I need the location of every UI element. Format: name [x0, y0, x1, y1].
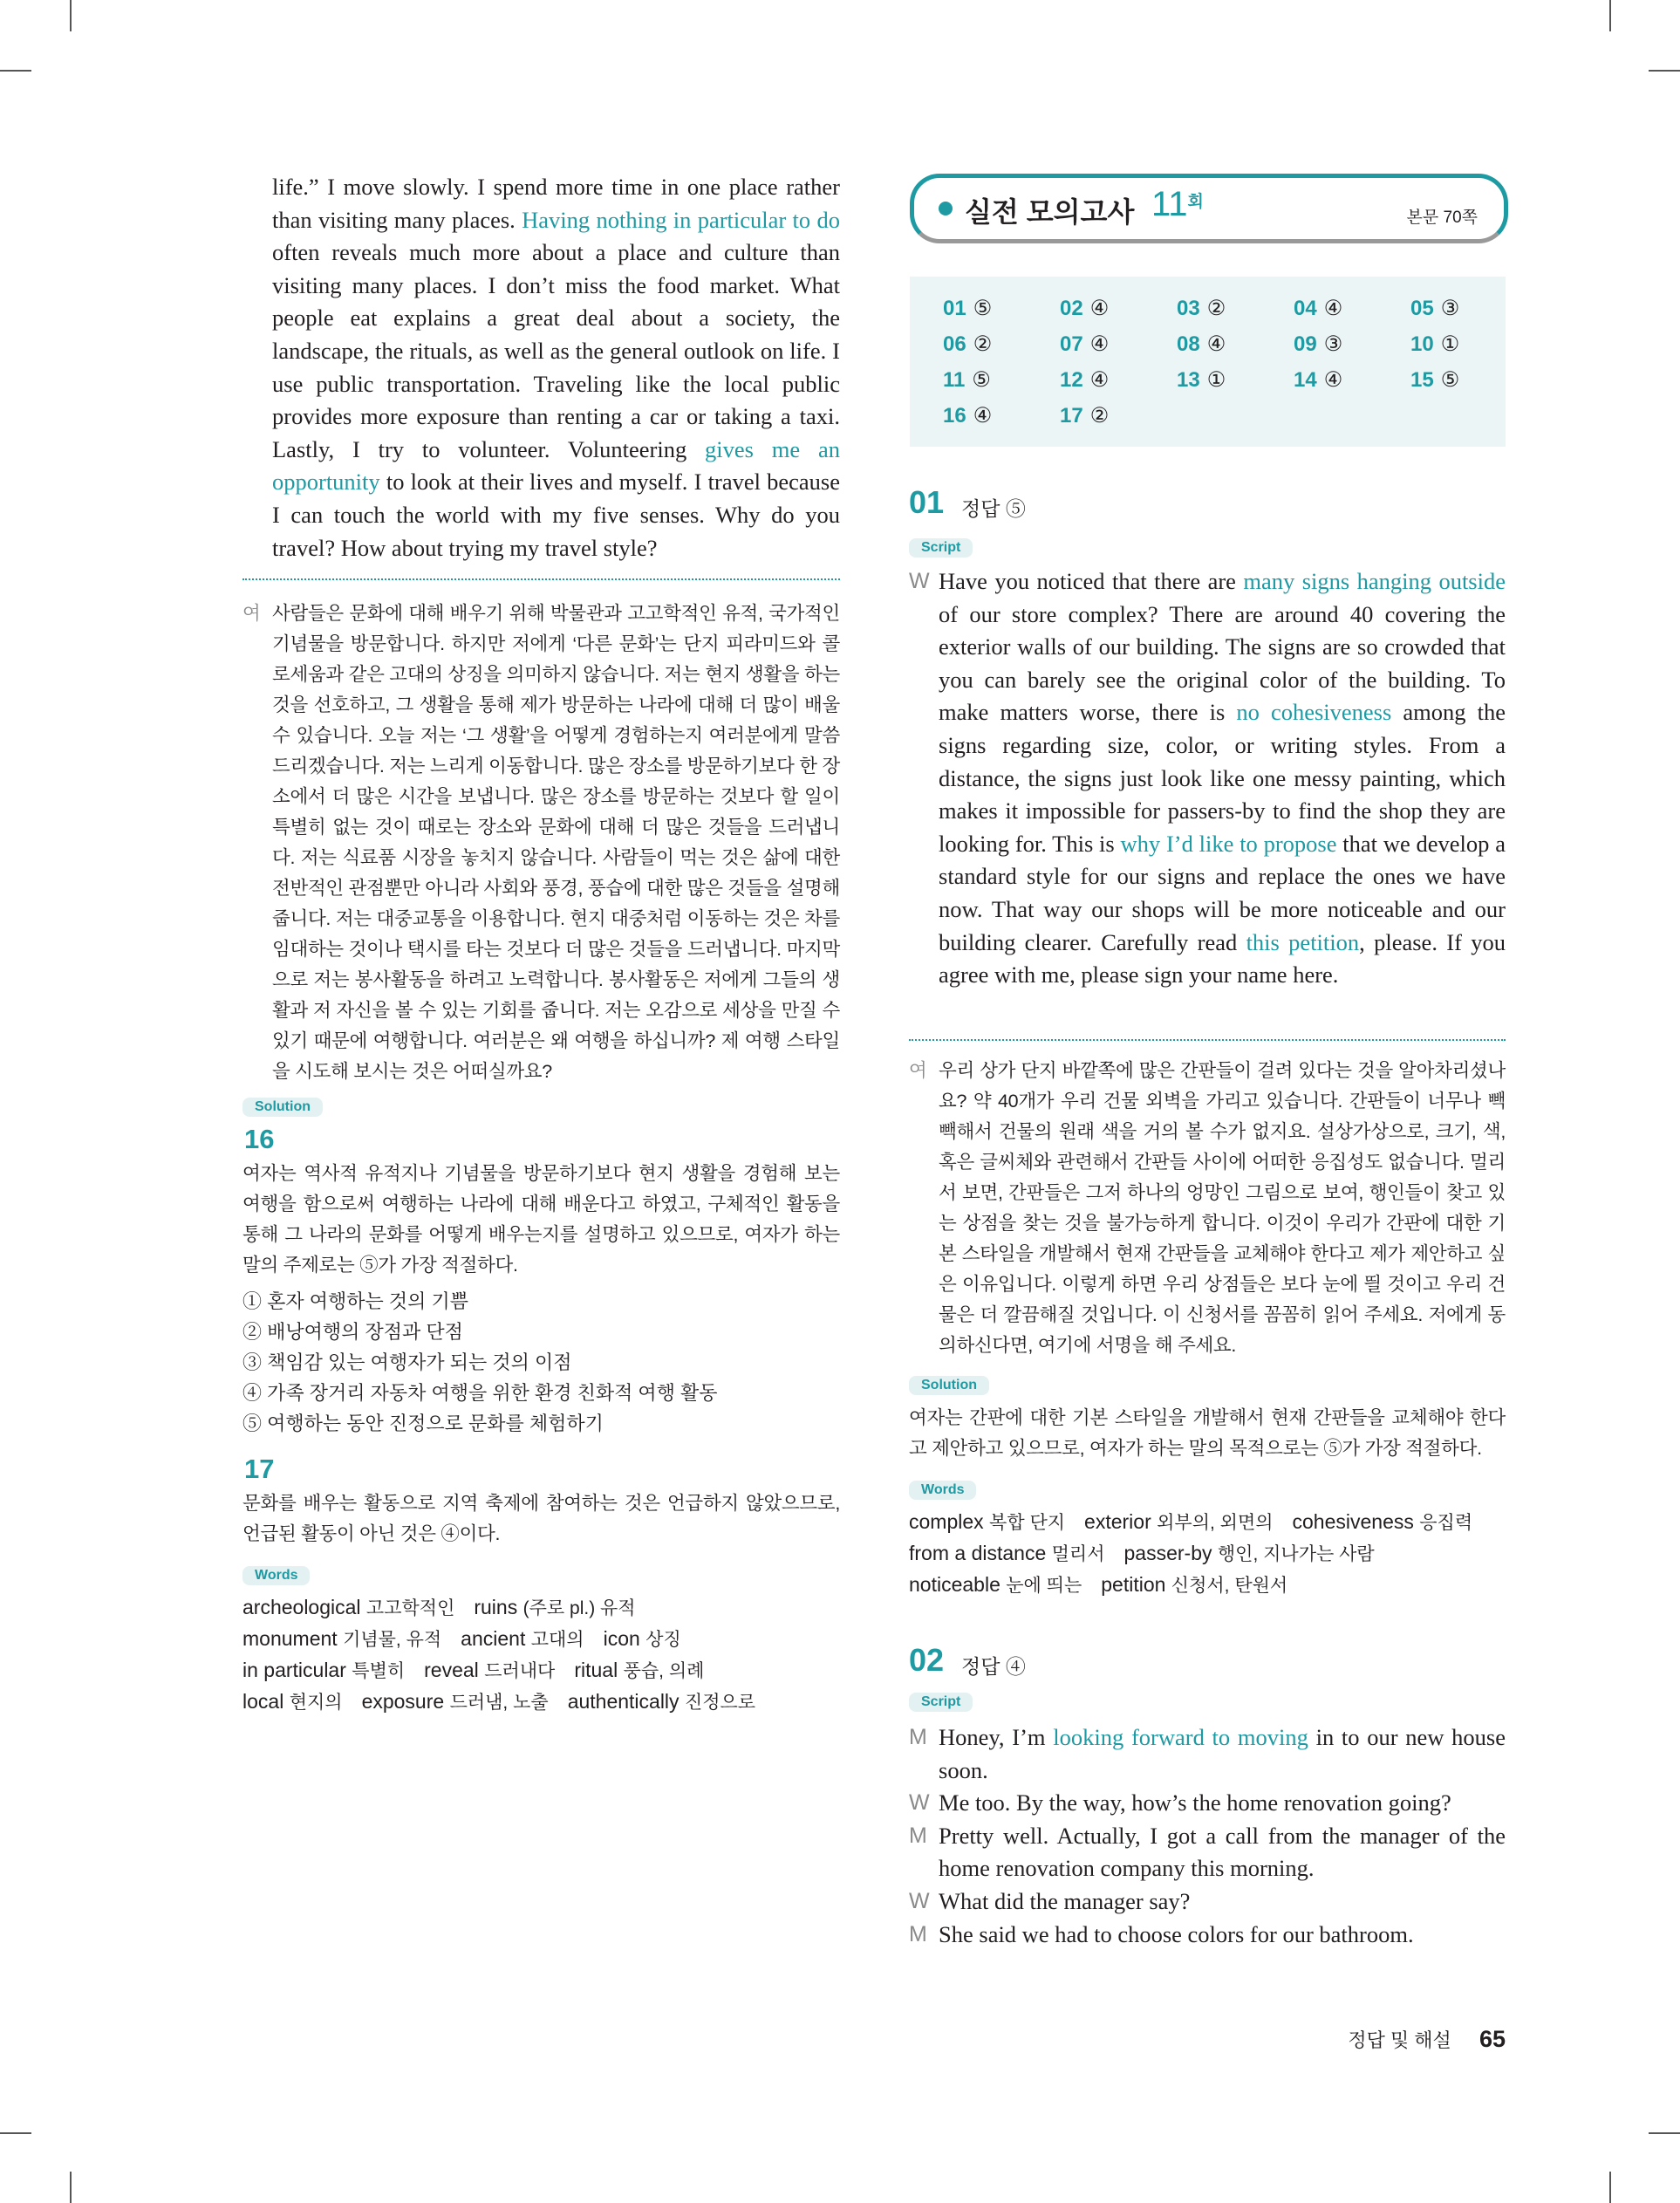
- crop-mark: [70, 2172, 72, 2203]
- answer-01: 정답 ⑤: [961, 497, 1026, 520]
- option: ④ 가족 장거리 자동차 여행을 위한 환경 친화적 여행 활동: [242, 1382, 718, 1404]
- answer-cell: [1294, 296, 1342, 321]
- answer-cell: [1410, 367, 1459, 393]
- speaker-label: W: [909, 569, 930, 593]
- round-suffix: 회: [1187, 193, 1204, 211]
- option: ⑤ 여행하는 동안 진정으로 문화를 체험하기: [242, 1413, 604, 1434]
- word-entry: [1293, 1510, 1473, 1533]
- answer-cell: [1060, 403, 1109, 428]
- crop-mark: [1649, 70, 1680, 72]
- word-korean: 특별히: [352, 1661, 406, 1681]
- word-entry: [242, 1596, 454, 1618]
- word-korean: 외부의, 외면의: [1157, 1513, 1274, 1533]
- answer-choice: ④: [1323, 368, 1343, 392]
- text-segment: life.” I move slowly. I spend more time in one place rather than visiting many places.: [272, 174, 840, 233]
- crop-mark: [1609, 0, 1611, 31]
- word-korean: 고대의: [530, 1630, 584, 1650]
- words-row: [909, 1507, 1520, 1538]
- answer-cell: [1294, 367, 1342, 393]
- word-entry: [1084, 1510, 1273, 1533]
- divider: [909, 1039, 1506, 1041]
- answer-choice: ④: [1206, 332, 1226, 356]
- text-segment: to look at their lives and myself. I travel because I can touch the world with my five senses. Why do you travel? How about trying my travel style?: [272, 469, 840, 561]
- word-english: authentically: [567, 1690, 685, 1713]
- text-segment: Pretty well. Actually, I got a call from the manager of the home renovation company this morning.: [939, 1822, 1506, 1882]
- question-number: 11: [943, 368, 966, 392]
- text-segment: often reveals much more about a place and culture than visiting many places. I don’t miss the food market. What people eat explains a great deal about a society, the landscape, the rituals, as well as the general outlook on life. I use public transportation. Traveling like the local public provides more exposure than renting a car or taking a taxi. Lastly, I try to volunteer. Volunteering: [272, 239, 840, 462]
- dialogue-text: [939, 1919, 1506, 1952]
- word-entry: [362, 1690, 549, 1713]
- crop-mark: [0, 2132, 31, 2134]
- words-list: [909, 1507, 1520, 1601]
- answer-cell: [1060, 332, 1109, 357]
- header-title: 실전 모의고사: [965, 196, 1135, 228]
- text-segment: among the signs regarding size, color, or writing styles. From a distance, the signs just look like one messy painting, which makes it impossible for passers-by to find the shop they are looking for. This is: [939, 699, 1506, 857]
- crop-mark: [0, 70, 31, 72]
- answer-choice: ③: [1440, 297, 1460, 320]
- question-number-17: 17: [244, 1454, 275, 1484]
- word-entry: [242, 1690, 343, 1713]
- question-number-01: 01: [909, 484, 945, 520]
- question-number: 05: [1410, 297, 1434, 320]
- answer-cell: [1294, 332, 1342, 357]
- word-korean: 드러내다: [484, 1661, 556, 1681]
- highlighted-phrase: looking forward to moving: [1053, 1724, 1308, 1750]
- word-english: cohesiveness: [1292, 1510, 1420, 1533]
- word-english: reveal: [424, 1659, 485, 1681]
- page-number: 65: [1479, 2026, 1506, 2052]
- question-number: 04: [1294, 297, 1317, 320]
- word-english: ruins: [474, 1596, 523, 1618]
- question-number-16: 16: [244, 1124, 275, 1154]
- header-round: [1151, 185, 1204, 224]
- word-entry: [242, 1659, 405, 1681]
- option: ③ 책임감 있는 여행자가 되는 것의 이점: [242, 1351, 572, 1373]
- dialogue-text: [939, 1721, 1506, 1787]
- words-row: [909, 1538, 1520, 1570]
- answer-choice: ④: [1089, 368, 1110, 392]
- footer: [1348, 2026, 1506, 2053]
- word-english: in particular: [242, 1659, 352, 1681]
- answer-choice: ②: [973, 332, 993, 356]
- dialogue-line: [909, 1919, 1506, 1952]
- words-list: [242, 1592, 853, 1718]
- translation-text: 사람들은 문화에 대해 배우기 위해 박물관과 고고학적인 유적, 국가적인 기념물을 방문합니다. 하지만 저에게 ‘다른 문화’는 단지 피라미드와 콜로세움과 같은 고대의 상징을 의미하지 않습니다. 저는 현지 생활을 하는 것을 선호하고, 그 생활을 통해 제가 방문하는 나라에 대해 더 많이 배울 수 있습니다. 오늘 저는 ‘그 생활’을 어떻게 경험하는지 여러분에게 말씀드리겠습니다. 저는 느리게 이동합니다. 많은 장소를 방문하기보다 한 장소에서 더 많은 시간을 보냅니다. 많은 장소를 방문하는 것보다 할 일이 특별히 없는 것이 때로는 장소와 문화에 대해 더 많은 것들을 드러냅니다. 저는 식료품 시장을 놓치지 않습니다. 사람들이 먹는 것은 삶에 대한 전반적인 관점뿐만 아니라 사회와 풍경, 풍습에 대한 많은 것들을 설명해 줍니다. 저는 대중교통을 이용합니다. 현지 대중처럼 이동하는 것은 차를 임대하는 것이나 택시를 타는 것보다 더 많은 것들을 드러냅니다. 마지막으로 저는 봉사활동을 하려고 노력합니다. 봉사활동은 저에게 그들의 생활과 저 자신을 볼 수 있는 기회를 줍니다. 저는 오감으로 세상을 만질 수 있기 때문에 여행합니다. 여러분은 왜 여행을 하십니까? 제 여행 스타일을 시도해 보시는 것은 어떠실까요?: [272, 603, 840, 1082]
- word-korean: 행인, 지나가는 사람: [1217, 1544, 1375, 1564]
- divider: [242, 578, 840, 580]
- option: ① 혼자 여행하는 것의 기쁨: [242, 1290, 468, 1312]
- text-segment: in to our new house soon.: [939, 1724, 1506, 1783]
- question-number: 03: [1177, 297, 1200, 320]
- script-01-text: [939, 565, 1506, 992]
- option: ② 배낭여행의 장점과 단점: [242, 1321, 463, 1343]
- word-english: icon: [603, 1627, 646, 1650]
- answer-choice: ⑤: [973, 297, 993, 320]
- script-02: [909, 1721, 1506, 1951]
- word-korean: (주로 pl.) 유적: [522, 1598, 636, 1618]
- dialogue-line: [909, 1787, 1506, 1820]
- word-english: passer-by: [1123, 1542, 1218, 1564]
- word-english: monument: [242, 1627, 344, 1650]
- speaker-label: M: [909, 1921, 927, 1946]
- words-row: [242, 1655, 853, 1686]
- dialogue-text: [939, 1820, 1506, 1885]
- words-row: [242, 1592, 853, 1624]
- script-01: [909, 565, 1506, 992]
- word-korean: 풍습, 의례: [623, 1661, 705, 1681]
- word-english: from a distance: [909, 1542, 1052, 1564]
- answer-cell: [943, 367, 991, 393]
- solution-16-text: 여자는 역사적 유적지나 기념물을 방문하기보다 현지 생활을 경험해 보는 여행을 함으로써 여행하는 나라에 대해 배운다고 하였고, 구체적인 활동을 통해 그 나라의 문화를 어떻게 배우는지를 설명하고 있으므로, 여자가 하는 말의 주제로는 ⑤가 가장 적절하다.: [242, 1163, 840, 1276]
- translation-label: 여: [242, 603, 261, 624]
- words-row: [909, 1570, 1520, 1601]
- question-number: 13: [1177, 368, 1200, 392]
- word-entry: [474, 1596, 635, 1618]
- dialogue-text: [939, 1885, 1506, 1919]
- bullet-dot-icon: [939, 202, 953, 216]
- word-korean: 응집력: [1419, 1513, 1473, 1533]
- text-segment: , please. If you agree with me, please sign your name here.: [939, 928, 1506, 989]
- word-korean: 드러냄, 노출: [449, 1693, 549, 1713]
- answer-choice: ②: [1206, 297, 1226, 320]
- highlighted-phrase: why I’d like to propose: [1120, 830, 1337, 857]
- word-korean: 눈에 띄는: [1006, 1576, 1082, 1596]
- word-entry: [424, 1659, 555, 1681]
- word-english: local: [242, 1690, 290, 1713]
- word-korean: 현지의: [289, 1693, 343, 1713]
- translation-label: 여: [909, 1060, 927, 1081]
- words-badge: Words: [909, 1481, 976, 1500]
- speaker-label: W: [909, 1790, 930, 1816]
- text-segment: What did the manager say?: [939, 1887, 1191, 1914]
- word-entry: [1101, 1573, 1287, 1596]
- answer-choice: ⑤: [1440, 368, 1460, 392]
- answer-choice: ④: [1323, 297, 1343, 320]
- answer-choice: ④: [973, 404, 993, 428]
- word-english: noticeable: [909, 1573, 1007, 1596]
- word-korean: 진정으로: [684, 1693, 756, 1713]
- answer-choice: ①: [1440, 332, 1460, 356]
- answer-choice: ①: [1206, 368, 1226, 392]
- solution-badge: Solution: [242, 1098, 323, 1117]
- page-reference: 본문 70쪽: [1406, 209, 1478, 227]
- answer-cell: [1177, 296, 1226, 321]
- answer-cell: [943, 332, 992, 357]
- question-number: 02: [1060, 297, 1083, 320]
- question-number: 10: [1410, 332, 1434, 356]
- answer-choice: ④: [1089, 297, 1110, 320]
- question-number: 12: [1060, 368, 1083, 392]
- word-english: petition: [1101, 1573, 1171, 1596]
- answer-cell: [1060, 296, 1109, 321]
- highlighted-phrase: no cohesiveness: [1236, 699, 1392, 726]
- question-number: 06: [943, 332, 966, 356]
- dialogue-line: [909, 1721, 1506, 1787]
- footer-label: 정답 및 해설: [1348, 2029, 1451, 2051]
- translation-text: 우리 상가 단지 바깥쪽에 많은 간판들이 걸려 있다는 것을 알아차리셨나요? 약 40개가 우리 건물 외벽을 가리고 있습니다. 간판들이 너무나 빽빽해서 건물의 원래 색을 거의 볼 수가 없지요. 설상가상으로, 크기, 색, 혹은 글씨체와 관련해서 간판들 사이에 어떠한 응집성도 없습니다. 멀리서 보면, 간판들은 그저 하나의 엉망인 그림으로 보여, 행인들이 찾고 있는 상점을 찾는 것을 불가능하게 합니다. 이것이 우리가 간판에 대한 기본 스타일을 개발해서 현재 간판들을 교체해야 한다고 제가 제안하고 싶은 이유입니다. 이렇게 하면 우리 상점들은 보다 눈에 띌 것이고 우리 건물은 더 깔끔해질 것입니다. 이 신청서를 꼼꼼히 읽어 주세요. 저에게 동의하신다면, 여기에 서명을 해 주세요.: [939, 1060, 1506, 1356]
- word-korean: 기념물, 유적: [343, 1630, 442, 1650]
- text-segment: Have you noticed that there are: [939, 568, 1244, 594]
- word-english: exterior: [1084, 1510, 1158, 1533]
- script-badge: Script: [909, 538, 973, 558]
- text-segment: She said we had to choose colors for our bathroom.: [939, 1920, 1414, 1947]
- question-number: 16: [943, 404, 966, 428]
- words-row: [242, 1624, 853, 1655]
- solution-01-text: 여자는 간판에 대한 기본 스타일을 개발해서 현재 간판들을 교체해야 한다고 제안하고 있으므로, 여자가 하는 말의 목적으로는 ⑤가 가장 적절하다.: [909, 1407, 1506, 1459]
- question-number: 01: [943, 297, 966, 320]
- word-english: ancient: [461, 1627, 531, 1650]
- dialogue-line: [909, 1885, 1506, 1919]
- solution-17-text: 문화를 배우는 활동으로 지역 축제에 참여하는 것은 언급하지 않았으므로, 언급된 활동이 아닌 것은 ④이다.: [242, 1493, 840, 1544]
- speaker-label: M: [909, 1823, 927, 1848]
- word-entry: [461, 1627, 584, 1650]
- answer-cell: [1060, 367, 1109, 393]
- question-number: 07: [1060, 332, 1083, 356]
- answer-choice: ③: [1323, 332, 1343, 356]
- answer-cell: [943, 296, 992, 321]
- answer-cell: [1177, 367, 1226, 393]
- word-entry: [909, 1542, 1105, 1564]
- passage-end: [272, 171, 840, 564]
- word-english: complex: [909, 1510, 990, 1533]
- words-row: [242, 1686, 853, 1718]
- solution-badge: Solution: [909, 1376, 989, 1395]
- dialogue-line: [909, 1820, 1506, 1885]
- answer-cell: [1177, 332, 1226, 357]
- answer-cell: [1410, 296, 1459, 321]
- text-segment: Honey, I’m: [939, 1724, 1054, 1750]
- test-header: [910, 174, 1508, 243]
- dialogue-text: [939, 1787, 1506, 1820]
- word-entry: [574, 1659, 704, 1681]
- word-entry: [909, 1573, 1082, 1596]
- speaker-label: M: [909, 1725, 927, 1749]
- word-english: ritual: [574, 1659, 624, 1681]
- highlighted-phrase: gives me an opportunity: [272, 435, 840, 496]
- word-korean: 상징: [645, 1630, 681, 1650]
- highlighted-phrase: this petition: [1246, 928, 1360, 955]
- highlighted-phrase: Having nothing in particular to do: [522, 206, 840, 233]
- round-number: 11: [1151, 185, 1188, 223]
- crop-mark: [70, 0, 72, 31]
- word-entry: [909, 1510, 1065, 1533]
- question-number: 08: [1177, 332, 1200, 356]
- words-badge: Words: [242, 1566, 310, 1585]
- question-number: 14: [1294, 368, 1317, 392]
- answer-choice: ⑤: [972, 368, 991, 392]
- crop-mark: [1649, 2132, 1680, 2134]
- answer-02: 정답 ④: [961, 1655, 1026, 1678]
- speaker-label: W: [909, 1888, 930, 1913]
- word-korean: 복합 단지: [989, 1513, 1066, 1533]
- word-entry: [604, 1627, 681, 1650]
- text-segment: of our store complex? There are around 40 covering the exterior walls of our building. The signs are so crowded that you can barely see the original color of the building. To make matters worse, there is: [939, 600, 1506, 726]
- answer-choice: ④: [1089, 332, 1110, 356]
- question-number-02: 02: [909, 1642, 945, 1678]
- question-number: 17: [1060, 404, 1083, 428]
- text-segment: Me too. By the way, how’s the home renovation going?: [939, 1789, 1451, 1816]
- text-segment: that we develop a standard style for our signs and replace the ones we have now. That way our shops will be more noticeable and our building clearer. Carefully read: [939, 830, 1506, 955]
- answer-cell: [1410, 332, 1459, 357]
- word-english: archeological: [242, 1596, 366, 1618]
- answer-grid: [910, 277, 1506, 447]
- word-entry: [1124, 1542, 1375, 1564]
- crop-mark: [1609, 2172, 1611, 2203]
- word-entry: [242, 1627, 441, 1650]
- options-list: [242, 1286, 840, 1439]
- word-korean: 고고학적인: [365, 1598, 455, 1618]
- word-korean: 신청서, 탄원서: [1171, 1576, 1288, 1596]
- answer-choice: ②: [1089, 404, 1110, 428]
- script-badge: Script: [909, 1693, 973, 1712]
- word-korean: 멀리서: [1051, 1544, 1105, 1564]
- question-number: 09: [1294, 332, 1317, 356]
- highlighted-phrase: many signs hanging outside: [1243, 568, 1506, 594]
- word-english: exposure: [361, 1690, 450, 1713]
- answer-cell: [943, 403, 992, 428]
- question-number: 15: [1410, 368, 1434, 392]
- word-entry: [568, 1690, 755, 1713]
